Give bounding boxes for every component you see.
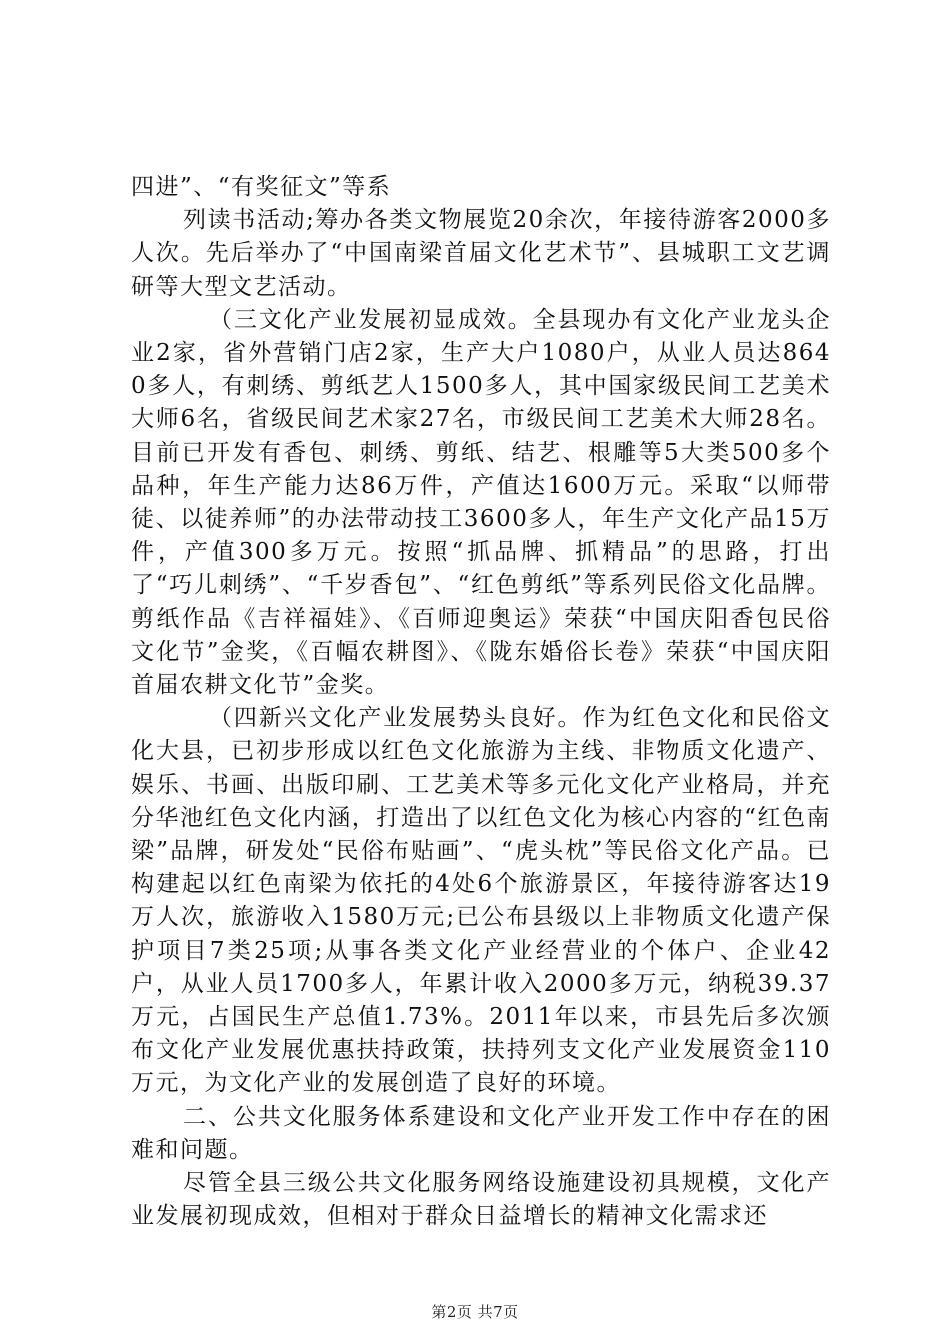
paragraph-problems-intro: 尽管全县三级公共文化服务网络设施建设初具规模，文化产业发展初现成效，但相对于群众日益增长的精神文化需求还 bbox=[131, 1170, 831, 1230]
page-number-footer: 第2页 共7页 bbox=[431, 1303, 519, 1321]
paragraph-section-four: （四新兴文化产业发展势头良好。作为红色文化和民俗文化大县，已初步形成以红色文化旅游为主线、非物质文化遗产、娱乐、书画、出版印刷、工艺美术等多元化文化产业格局，并充分华池红色文化内涵，打造出了以红色文化为核心内容的“红色南梁”品牌，研发处“民俗布贴画”、“虎头枕”等民俗文化产品。已构建起以红色南梁为依托的4处6个旅游景区，年接待游客达19万人次，旅游收入1580万元;已公布县级以上非物质文化遗产保护项目7类25项;从事各类文化产业经营业的个体户、企业42户，从业人员1700多人，年累计收入2000多万元，纳税39.37万元，占国民生产总值1.73%。2011年以来，市县先后多次颁布文化产业发展优惠扶持政策，扶持列支文化产业发展资金110万元，为文化产业的发展创造了良好的环境。 bbox=[131, 705, 831, 1097]
paragraph-reading-activities: 列读书活动;筹办各类文物展览20余次，年接待游客2000多人次。先后举办了“中国南梁首届文化艺术节”、县城职工文艺调研等大型文艺活动。 bbox=[131, 207, 831, 300]
paragraph-fragment-heading: 四进”、“有奖征文”等系 bbox=[131, 174, 392, 200]
paragraph-heading-problems: 二、公共文化服务体系建设和文化产业开发工作中存在的困难和问题。 bbox=[131, 1103, 831, 1163]
paragraph-section-three: （三文化产业发展初显成效。全县现办有文化产业龙头企业2家，省外营销门店2家，生产大户1080户，从业人员达8640多人，有刺绣、剪纸艺人1500多人，其中国家级民间工艺美术大师6名，省级民间艺术家27名，市级民间工艺美术大师28名。目前已开发有香包、刺绣、剪纸、结艺、根雕等5大类500多个品种，年生产能力达86万件，产值达1600万元。采取“以师带徒、以徒养师”的办法带动技工3600多人，年生产文化产品15万件，产值300多万元。按照“抓品牌、抓精品”的思路，打出了“巧儿刺绣”、“千岁香包”、“红色剪纸”等系列民俗文化品牌。剪纸作品《吉祥福娃》、《百师迎奥运》荣获“中国庆阳香包民俗文化节”金奖，《百幅农耕图》、《陇东婚俗长卷》荣获“中国庆阳首届农耕文化节”金奖。 bbox=[131, 306, 831, 699]
document-body bbox=[131, 171, 831, 1234]
